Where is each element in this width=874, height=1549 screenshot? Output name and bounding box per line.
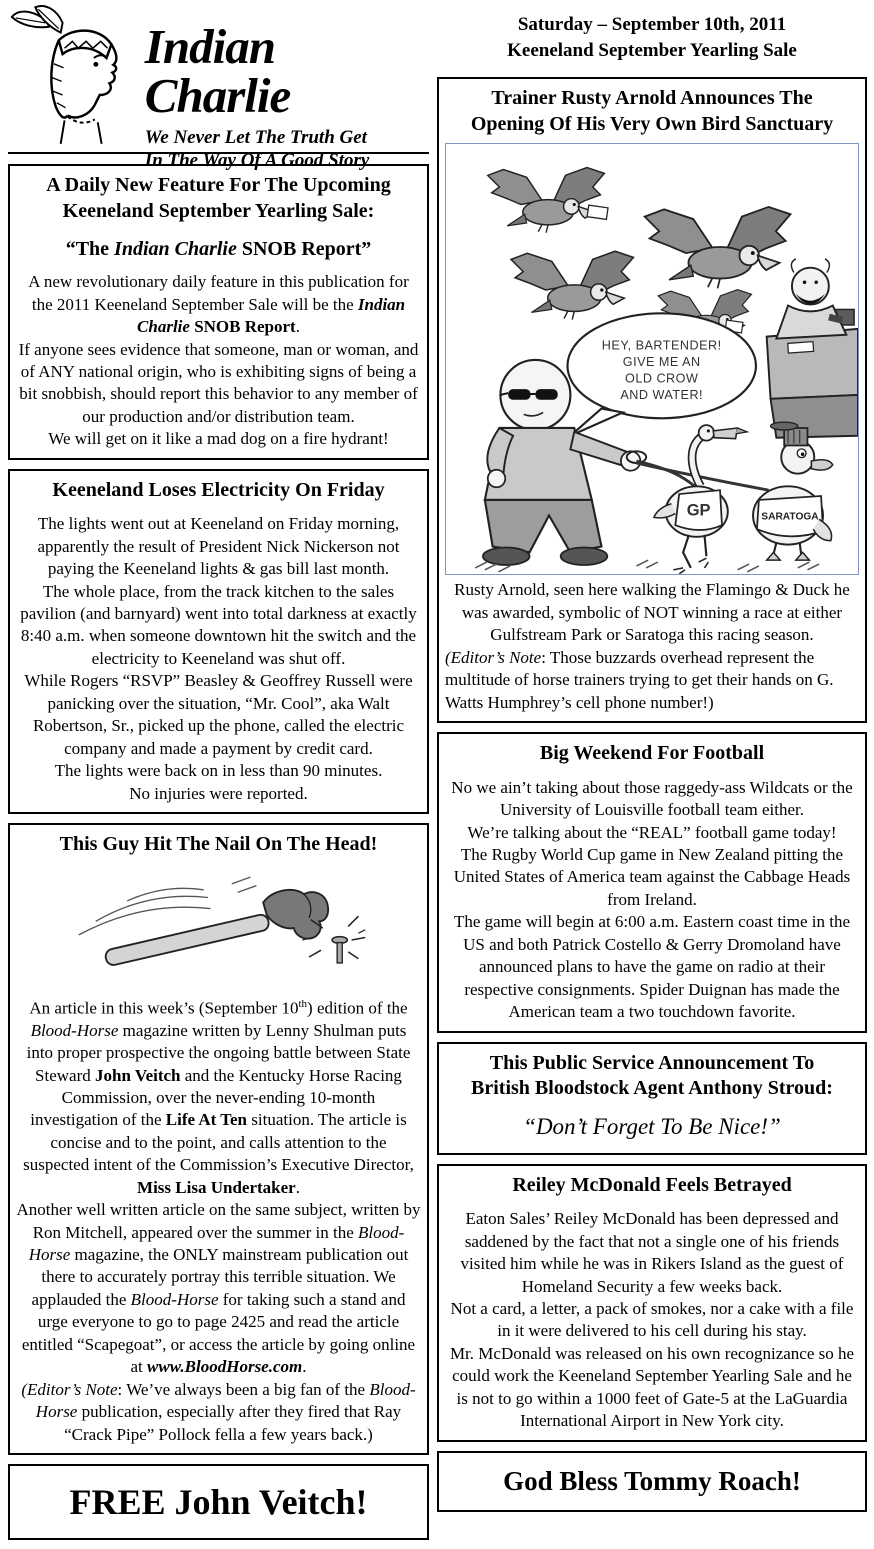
- cartoon-caption: Rusty Arnold, seen here walking the Flamingo & Duck he was awarded, symbolic of NOT winning a race at either Gulfstream Park or Saratoga this racing season.: [454, 580, 850, 645]
- psa-quote: “Don’t Forget To Be Nice!”: [523, 1113, 781, 1139]
- right-column: [437, 4, 867, 1521]
- article-subheadline: “The Indian Charlie SNOB Report”: [65, 238, 372, 261]
- article-body: Eaton Sales’ Reiley McDonald has been depressed and saddened by the fact that not a single one of his friends visited him while he was in Rikers Island as the guest of Homeland Security a few weeks back. Not a card, a letter, a pack of smokes, nor a cake with a file in it were delivered to his cell during his stay. Mr. McDonald was released on his own recognizance so he could work the Keeneland September Yearling Sale and he is not to go within a 1000 feet of Gate-5 at the LaGuardia International Airport in New York city.: [449, 1209, 855, 1431]
- banner-free-john-veitch: [8, 1464, 429, 1540]
- article-bird-sanctuary: [437, 77, 867, 723]
- article-headline: Trainer Rusty Arnold Announces The Opening Of His Very Own Bird Sanctuary: [470, 87, 834, 135]
- masthead: [8, 4, 429, 172]
- magazine-name: Blood-Horse: [28, 1222, 405, 1265]
- banner-text: God Bless Tommy Roach!: [503, 1465, 801, 1496]
- person-name: John Veitch: [95, 1065, 181, 1085]
- article-headline: A Daily New Feature For The Upcoming Keeneland September Yearling Sale:: [46, 174, 391, 222]
- article-snob-report: [8, 164, 429, 460]
- banner-god-bless-tommy-roach: [437, 1451, 867, 1512]
- article-headline: Reiley McDonald Feels Betrayed: [512, 1173, 792, 1196]
- article-body: An article in this week’s (September 10th) edition of the Blood-Horse magazine written by Lenny Shulman puts into proper prospective the ongoing battle between State Steward John Veitch and the Kentucky Horse Racing Commission, over the never-ending 10-month investigation of the Life At Ten situation. The article is concise and to the point, and calls attention to the suspected intent of the Commission’s Executive Director, Miss Lisa Undertaker. Another well written article on the same subject, written by Ron Mitchell, appeared over the summer in the Blood-Horse magazine, the ONLY mainstream publication out there to accurately portray this terrible situation. We applauded the Blood-Horse for taking such a stand and urge everyone to go to page 2425 and read the article entitled “Scapegoat”, or access the article by going online at www.BloodHorse.com. (Editor’s Note: We’ve always been a big fan of the Blood-Horse publication, especially after they fired that Ray “Crack Pipe” Pollock fella a few years back.): [16, 997, 421, 1446]
- article-headline: This Guy Hit The Nail On The Head!: [59, 832, 378, 855]
- rusty-arnold-bird-sanctuary-cartoon: [446, 144, 858, 574]
- flamingo-bib-label: GP: [686, 501, 711, 520]
- left-column: [8, 4, 429, 1549]
- article-headline: Keeneland Loses Electricity On Friday: [52, 478, 385, 501]
- article-football: [437, 732, 867, 1032]
- publication-title: Indian Charlie: [144, 19, 291, 123]
- speech-bubble-line-1: HEY, BARTENDER!: [601, 338, 722, 353]
- article-psa-anthony-stroud: [437, 1042, 867, 1155]
- speech-bubble-line-3: OLD CROW: [625, 371, 699, 386]
- article-headline: Big Weekend For Football: [539, 742, 765, 765]
- article-body: A new revolutionary daily feature in this publication for the 2011 Keeneland September Sale will be the Indian Charlie SNOB Report. If anyone sees evidence that someone, man or woman, and of ANY national origin, who is exhibiting signs of being a bit snobbish, should report this behavior to any member of our production and/or distribution team. We will get on it like a mad dog on a fire hydrant!: [18, 272, 419, 449]
- duck-shirt-label: SARATOGA: [761, 511, 819, 523]
- speech-bubble-line-2: GIVE ME AN: [622, 355, 701, 370]
- horse-name: Life At Ten: [165, 1110, 248, 1130]
- article-body: No we ain’t taking about those raggedy-ass Wildcats or the University of Louisville football team either. We’re talking about the “REAL” football game today! The Rugby World Cup game in New Zealand pitting the United States of America team against the Cabbage Heads from Ireland. The game will begin at 6:00 a.m. Eastern coast time in the US and both Patrick Costello & Gerry Dromoland have announced plans to have the game on radio at their respective consignments. Spider Duignan has made the American team a two touchdown favorite.: [451, 777, 853, 1022]
- dateline-date: Saturday – September 10th, 2011: [517, 14, 787, 35]
- article-headline: This Public Service Announcement To British Bloodstock Agent Anthony Stroud:: [471, 1051, 833, 1100]
- article-body: [445, 579, 859, 714]
- dateline-event: Keeneland September Yearling Sale: [507, 39, 797, 61]
- dateline: [437, 4, 867, 63]
- banner-text: FREE John Veitch!: [69, 1481, 368, 1522]
- magazine-name: Blood-Horse: [35, 1379, 416, 1422]
- article-reiley-mcdonald: [437, 1164, 867, 1442]
- magazine-name: Blood-Horse: [30, 1020, 119, 1040]
- indian-charlie-head-logo: [8, 4, 135, 148]
- article-nail-on-head: [8, 823, 429, 1455]
- publication-tagline: We Never Let The Truth Get In The Way Of A Good Story: [144, 127, 370, 172]
- hammer-hitting-nail-cartoon: [49, 864, 389, 982]
- editors-note: (Editor’s Note: We’ve always been a big fan of the Blood-Horse publication, especially after they fired that Ray “Crack Pipe” Pollock fella a few years back.): [21, 1379, 416, 1444]
- cartoon-frame: [445, 143, 859, 575]
- magazine-name: Blood-Horse: [130, 1289, 219, 1309]
- website-url: www.BloodHorse.com: [147, 1357, 303, 1377]
- article-body: The lights went out at Keeneland on Friday morning, apparently the result of President Nick Nickerson not paying the Keeneland lights & gas bill last month. The whole place, from the track kitchen to the sales pavilion (and barnyard) went into total darkness at exactly 8:40 a.m. when someone downtown hit the switch and the electricity to Keeneland was shut off. While Rogers “RSVP” Beasley & Geoffrey Russell were panicking over the situation, “Mr. Cool”, aka Walt Robertson, Sr., picked up the phone, called the electric company and made a payment by credit card. The lights were back on in less than 90 minutes. No injuries were reported.: [20, 514, 417, 803]
- editors-note: (Editor’s Note: Those buzzards overhead represent the multitude of horse trainers trying to get their hands on G. Watts Humphrey’s cell phone number!): [445, 647, 834, 712]
- person-name: Miss Lisa Undertaker: [137, 1177, 296, 1197]
- speech-bubble-line-4: AND WATER!: [620, 388, 704, 403]
- article-electricity: [8, 469, 429, 814]
